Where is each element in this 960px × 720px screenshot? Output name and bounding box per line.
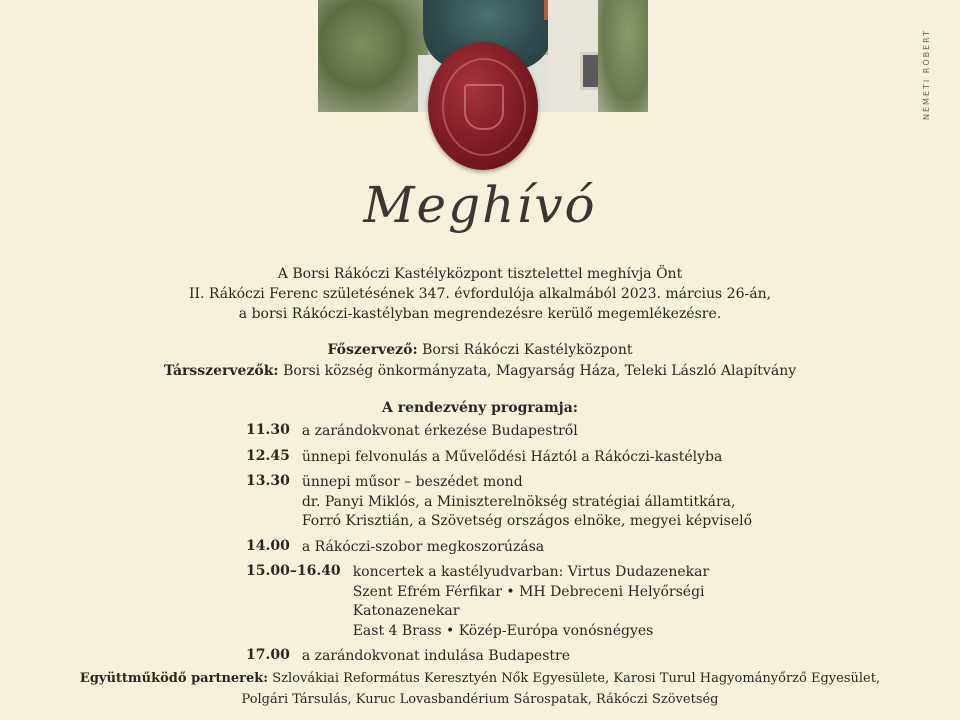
program-time: 12.45 (246, 447, 290, 464)
program-description (290, 448, 723, 468)
program-line: East 4 Brass • Közép-Európa vonósnégyes (352, 622, 654, 639)
organizers (60, 340, 900, 382)
program-line: ünnepi műsor – beszédet mond (301, 474, 523, 490)
co-organizers (60, 361, 900, 382)
program-item (246, 473, 806, 532)
seal-crest-icon (464, 84, 504, 130)
program-line: Szent Efrém Férfikar • MH Debreceni Helyőrségi Katonazenekar (352, 583, 705, 619)
partners-line-1 (40, 668, 920, 689)
tree-right (598, 0, 648, 112)
photo-credit: NÉMETI RÓBERT (922, 28, 931, 120)
program-description (290, 647, 570, 667)
program-line: dr. Panyi Miklós, a Miniszterelnökség stratégiai államtitkára, (301, 493, 736, 510)
intro-text (100, 264, 860, 324)
program-line: Forró Krisztián, a Szövetség országos elnöke, megyei képviselő (301, 513, 753, 529)
program-line: a Rákóczi-szobor megkoszorúzása (301, 538, 545, 555)
program-description (290, 422, 578, 442)
intro-line: a borsi Rákóczi-kastélyban megrendezésre kerülő megemlékezésre. (238, 306, 722, 322)
program-item (246, 647, 806, 667)
program-time: 14.00 (246, 537, 290, 554)
partners (40, 668, 920, 710)
co-organizers-value: Borsi község önkormányzata, Magyarság Háza, Teleki László Alapítvány (283, 363, 797, 379)
program-time: 15.00–16.40 (246, 563, 341, 579)
program-description (290, 538, 544, 558)
program-line: ünnepi felvonulás a Művelődési Háztól a Rákóczi-kastélyba (301, 448, 723, 465)
partners-label: Együttműködő partnerek: (79, 671, 269, 686)
program-item (246, 422, 806, 442)
tree-left (318, 0, 428, 112)
program-time: 13.30 (246, 473, 290, 489)
page-title: Meghívó (363, 176, 597, 234)
wax-seal-icon (428, 42, 538, 170)
program-description (290, 473, 752, 532)
intro-line: A Borsi Rákóczi Kastélyközpont tisztelettel meghívja Önt (277, 266, 683, 282)
program-item (246, 538, 806, 558)
intro-line: II. Rákóczi Ferenc születésének 347. évfordulója alkalmából 2023. március 26-án, (188, 286, 772, 302)
program-line: a zarándokvonat indulása Budapestre (301, 648, 570, 664)
main-organizer-value: Borsi Rákóczi Kastélyközpont (422, 342, 633, 358)
partners-text: Szlovákiai Református Keresztyén Nők Egyesülete, Karosi Turul Hagyományőrző Egyesület, (272, 671, 881, 686)
program-time: 17.00 (246, 647, 290, 663)
program-description (341, 563, 806, 641)
program-list (246, 422, 806, 673)
partners-line-2: Polgári Társulás, Kuruc Lovasbandérium Sárospatak, Rákóczi Szövetség (241, 692, 719, 707)
program-line: koncertek a kastélyudvarban: Virtus Dudazenekar (352, 564, 710, 580)
main-organizer-label: Főszervező: (327, 342, 418, 358)
program-title: A rendezvény programja: (382, 400, 578, 416)
program-line: a zarándokvonat érkezése Budapestről (301, 423, 578, 439)
co-organizers-label: Társszervezők: (163, 363, 279, 379)
program-item (246, 563, 806, 641)
program-item (246, 448, 806, 468)
program-time: 11.30 (246, 422, 290, 438)
main-organizer (60, 340, 900, 361)
